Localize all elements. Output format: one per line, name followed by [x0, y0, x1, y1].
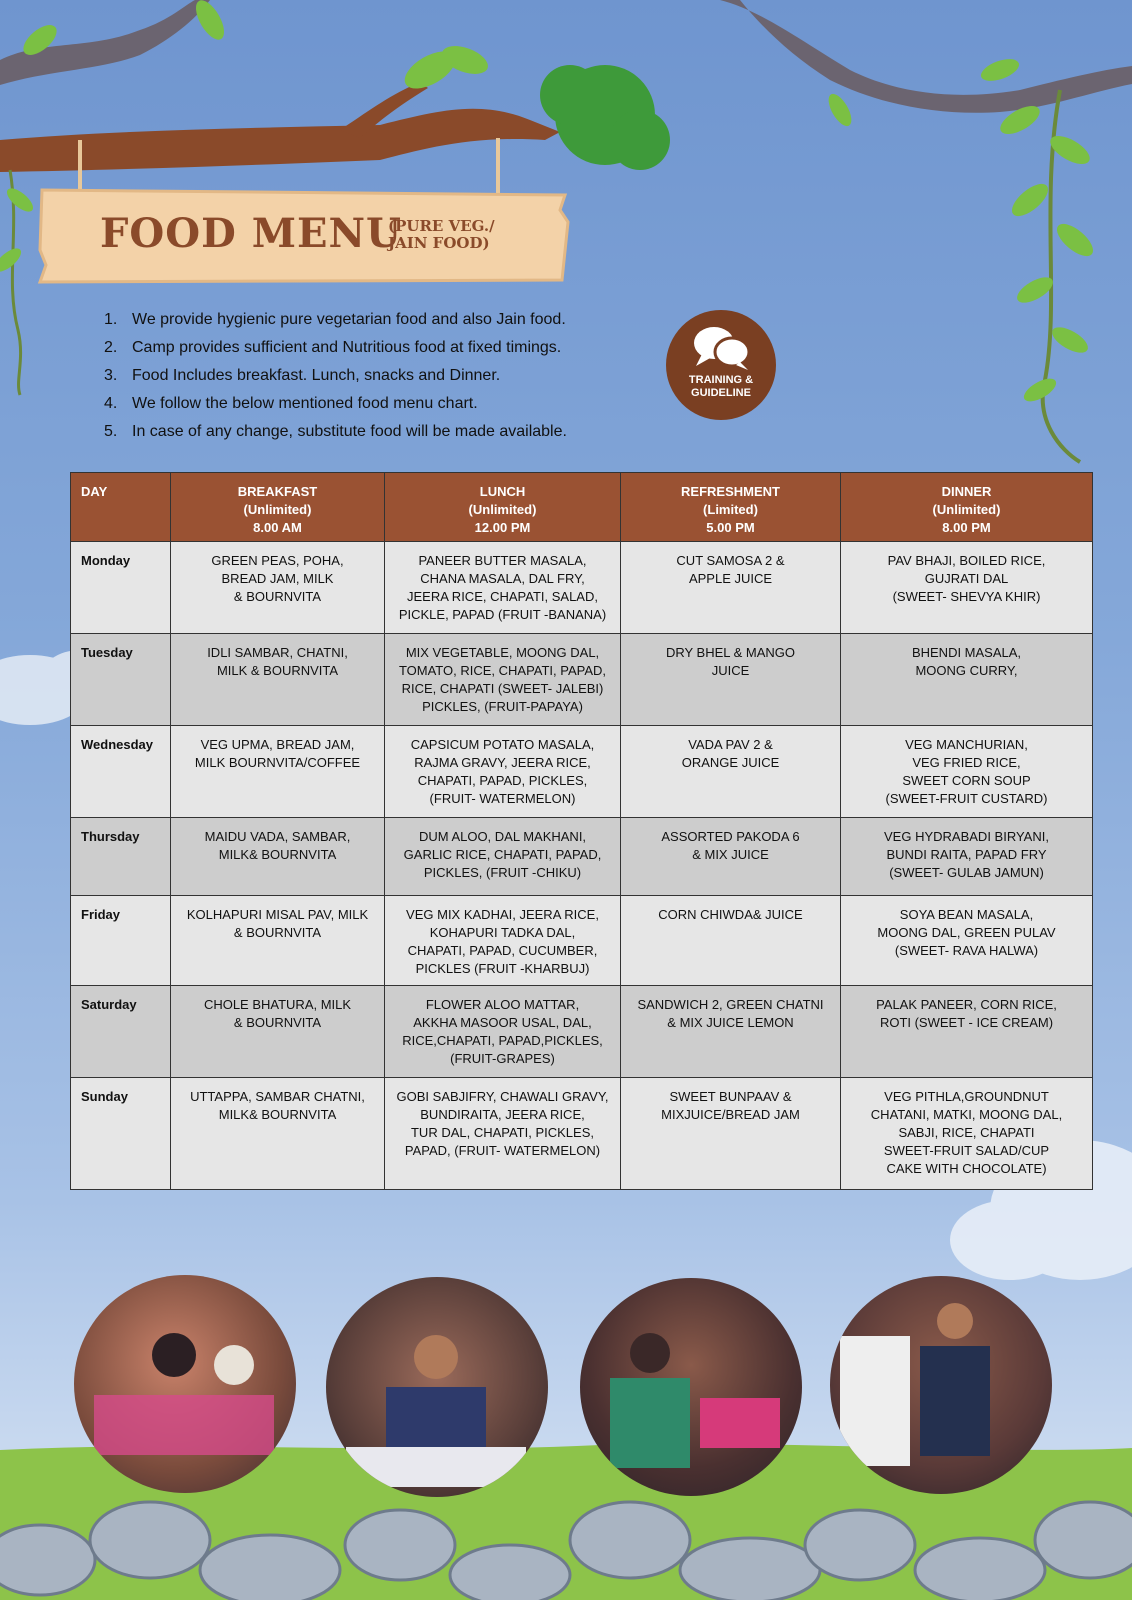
menu-title	[100, 210, 495, 257]
dinner-cell: PAV BHAJI, BOILED RICE, GUJRATI DAL (SWEET- SHEVYA KHIR)	[841, 542, 1093, 634]
refreshment-cell: CORN CHIWDA& JUICE	[621, 896, 841, 986]
dinner-cell: PALAK PANEER, CORN RICE, ROTI (SWEET - ICE CREAM)	[841, 986, 1093, 1078]
table-header-row	[71, 473, 1093, 542]
table-row	[71, 1078, 1093, 1190]
lunch-cell: FLOWER ALOO MATTAR, AKKHA MASOOR USAL, DAL, RICE,CHAPATI, PAPAD,PICKLES, (FRUIT-GRAPES)	[385, 986, 621, 1078]
breakfast-cell: KOLHAPURI MISAL PAV, MILK & BOURNVITA	[171, 896, 385, 986]
table-row	[71, 986, 1093, 1078]
day-cell: Saturday	[71, 986, 171, 1078]
refreshment-cell: DRY BHEL & MANGO JUICE	[621, 634, 841, 726]
lunch-cell: VEG MIX KADHAI, JEERA RICE, KOHAPURI TADKA DAL, CHAPATI, PAPAD, CUCUMBER, PICKLES (FRUIT -KHARBUJ)	[385, 896, 621, 986]
breakfast-cell: IDLI SAMBAR, CHATNI, MILK & BOURNVITA	[171, 634, 385, 726]
day-cell: Friday	[71, 896, 171, 986]
lunch-cell: PANEER BUTTER MASALA, CHANA MASALA, DAL FRY, JEERA RICE, CHAPATI, SALAD, PICKLE, PAPAD (FRUIT -BANANA)	[385, 542, 621, 634]
column-header-breakfast: BREAKFAST (Unlimited) 8.00 AM	[171, 473, 385, 542]
guideline-item: 5. In case of any change, substitute food will be made available.	[104, 423, 567, 440]
column-header-refreshment: REFRESHMENT (Limited) 5.00 PM	[621, 473, 841, 542]
refreshment-cell: SANDWICH 2, GREEN CHATNI & MIX JUICE LEMON	[621, 986, 841, 1078]
dining-photo-2	[326, 1277, 548, 1497]
guideline-item: 4. We follow the below mentioned food menu chart.	[104, 395, 478, 412]
guideline-item: 1. We provide hygienic pure vegetarian food and also Jain food.	[104, 311, 566, 328]
column-header-dinner: DINNER (Unlimited) 8.00 PM	[841, 473, 1093, 542]
title-subtitle: (PURE VEG./ JAIN FOOD)	[388, 217, 495, 252]
column-header-lunch: LUNCH (Unlimited) 12.00 PM	[385, 473, 621, 542]
day-cell: Sunday	[71, 1078, 171, 1190]
lunch-cell: MIX VEGETABLE, MOONG DAL, TOMATO, RICE, CHAPATI, PAPAD, RICE, CHAPATI (SWEET- JALEBI) PICKLES, (FRUIT-PAPAYA)	[385, 634, 621, 726]
guideline-item: 3. Food Includes breakfast. Lunch, snacks and Dinner.	[104, 367, 501, 384]
dinner-cell: VEG PITHLA,GROUNDNUT CHATANI, MATKI, MOONG DAL, SABJI, RICE, CHAPATI SWEET-FRUIT SALAD/CUP CAKE WITH CHOCOLATE)	[841, 1078, 1093, 1190]
leaf-cluster	[540, 65, 670, 170]
training-guideline-badge	[666, 310, 776, 420]
dinner-cell: VEG MANCHURIAN, VEG FRIED RICE, SWEET CORN SOUP (SWEET-FRUIT CUSTARD)	[841, 726, 1093, 818]
branch-main	[0, 109, 560, 172]
dining-photo-3	[580, 1278, 802, 1496]
dinner-cell: VEG HYDRABADI BIRYANI, BUNDI RAITA, PAPAD FRY (SWEET- GULAB JAMUN)	[841, 818, 1093, 896]
refreshment-cell: SWEET BUNPAAV & MIXJUICE/BREAD JAM	[621, 1078, 841, 1190]
day-cell: Thursday	[71, 818, 171, 896]
day-cell: Wednesday	[71, 726, 171, 818]
breakfast-cell: GREEN PEAS, POHA, BREAD JAM, MILK & BOURNVITA	[171, 542, 385, 634]
breakfast-cell: UTTAPPA, SAMBAR CHATNI, MILK& BOURNVITA	[171, 1078, 385, 1190]
refreshment-cell: CUT SAMOSA 2 & APPLE JUICE	[621, 542, 841, 634]
food-menu-table	[70, 472, 1093, 1190]
table-row	[71, 726, 1093, 818]
chat-bubbles-icon	[666, 310, 776, 374]
guideline-item: 2. Camp provides sufficient and Nutritious food at fixed timings.	[104, 339, 562, 356]
day-cell: Tuesday	[71, 634, 171, 726]
table-row	[71, 896, 1093, 986]
day-cell: Monday	[71, 542, 171, 634]
refreshment-cell: VADA PAV 2 & ORANGE JUICE	[621, 726, 841, 818]
dinner-cell: BHENDI MASALA, MOONG CURRY,	[841, 634, 1093, 726]
dining-photo-1	[74, 1275, 296, 1493]
title-main: FOOD MENU	[100, 210, 402, 257]
lunch-cell: DUM ALOO, DAL MAKHANI, GARLIC RICE, CHAPATI, PAPAD, PICKLES, (FRUIT -CHIKU)	[385, 818, 621, 896]
breakfast-cell: CHOLE BHATURA, MILK & BOURNVITA	[171, 986, 385, 1078]
dining-photo-4	[830, 1276, 1052, 1494]
table-row	[71, 818, 1093, 896]
refreshment-cell: ASSORTED PAKODA 6 & MIX JUICE	[621, 818, 841, 896]
lunch-cell: GOBI SABJIFRY, CHAWALI GRAVY, BUNDIRAITA, JEERA RICE, TUR DAL, CHAPATI, PICKLES, PAPAD, (FRUIT- WATERMELON)	[385, 1078, 621, 1190]
dinner-cell: SOYA BEAN MASALA, MOONG DAL, GREEN PULAV (SWEET- RAVA HALWA)	[841, 896, 1093, 986]
table-row	[71, 542, 1093, 634]
lunch-cell: CAPSICUM POTATO MASALA, RAJMA GRAVY, JEERA RICE, CHAPATI, PAPAD, PICKLES, (FRUIT- WATERMELON)	[385, 726, 621, 818]
branch-top-right	[720, 0, 1132, 113]
column-header-day: DAY	[71, 473, 171, 542]
breakfast-cell: VEG UPMA, BREAD JAM, MILK BOURNVITA/COFFEE	[171, 726, 385, 818]
table-row	[71, 634, 1093, 726]
badge-label: TRAINING & GUIDELINE	[688, 374, 754, 399]
breakfast-cell: MAIDU VADA, SAMBAR, MILK& BOURNVITA	[171, 818, 385, 896]
guidelines-list	[96, 306, 696, 446]
